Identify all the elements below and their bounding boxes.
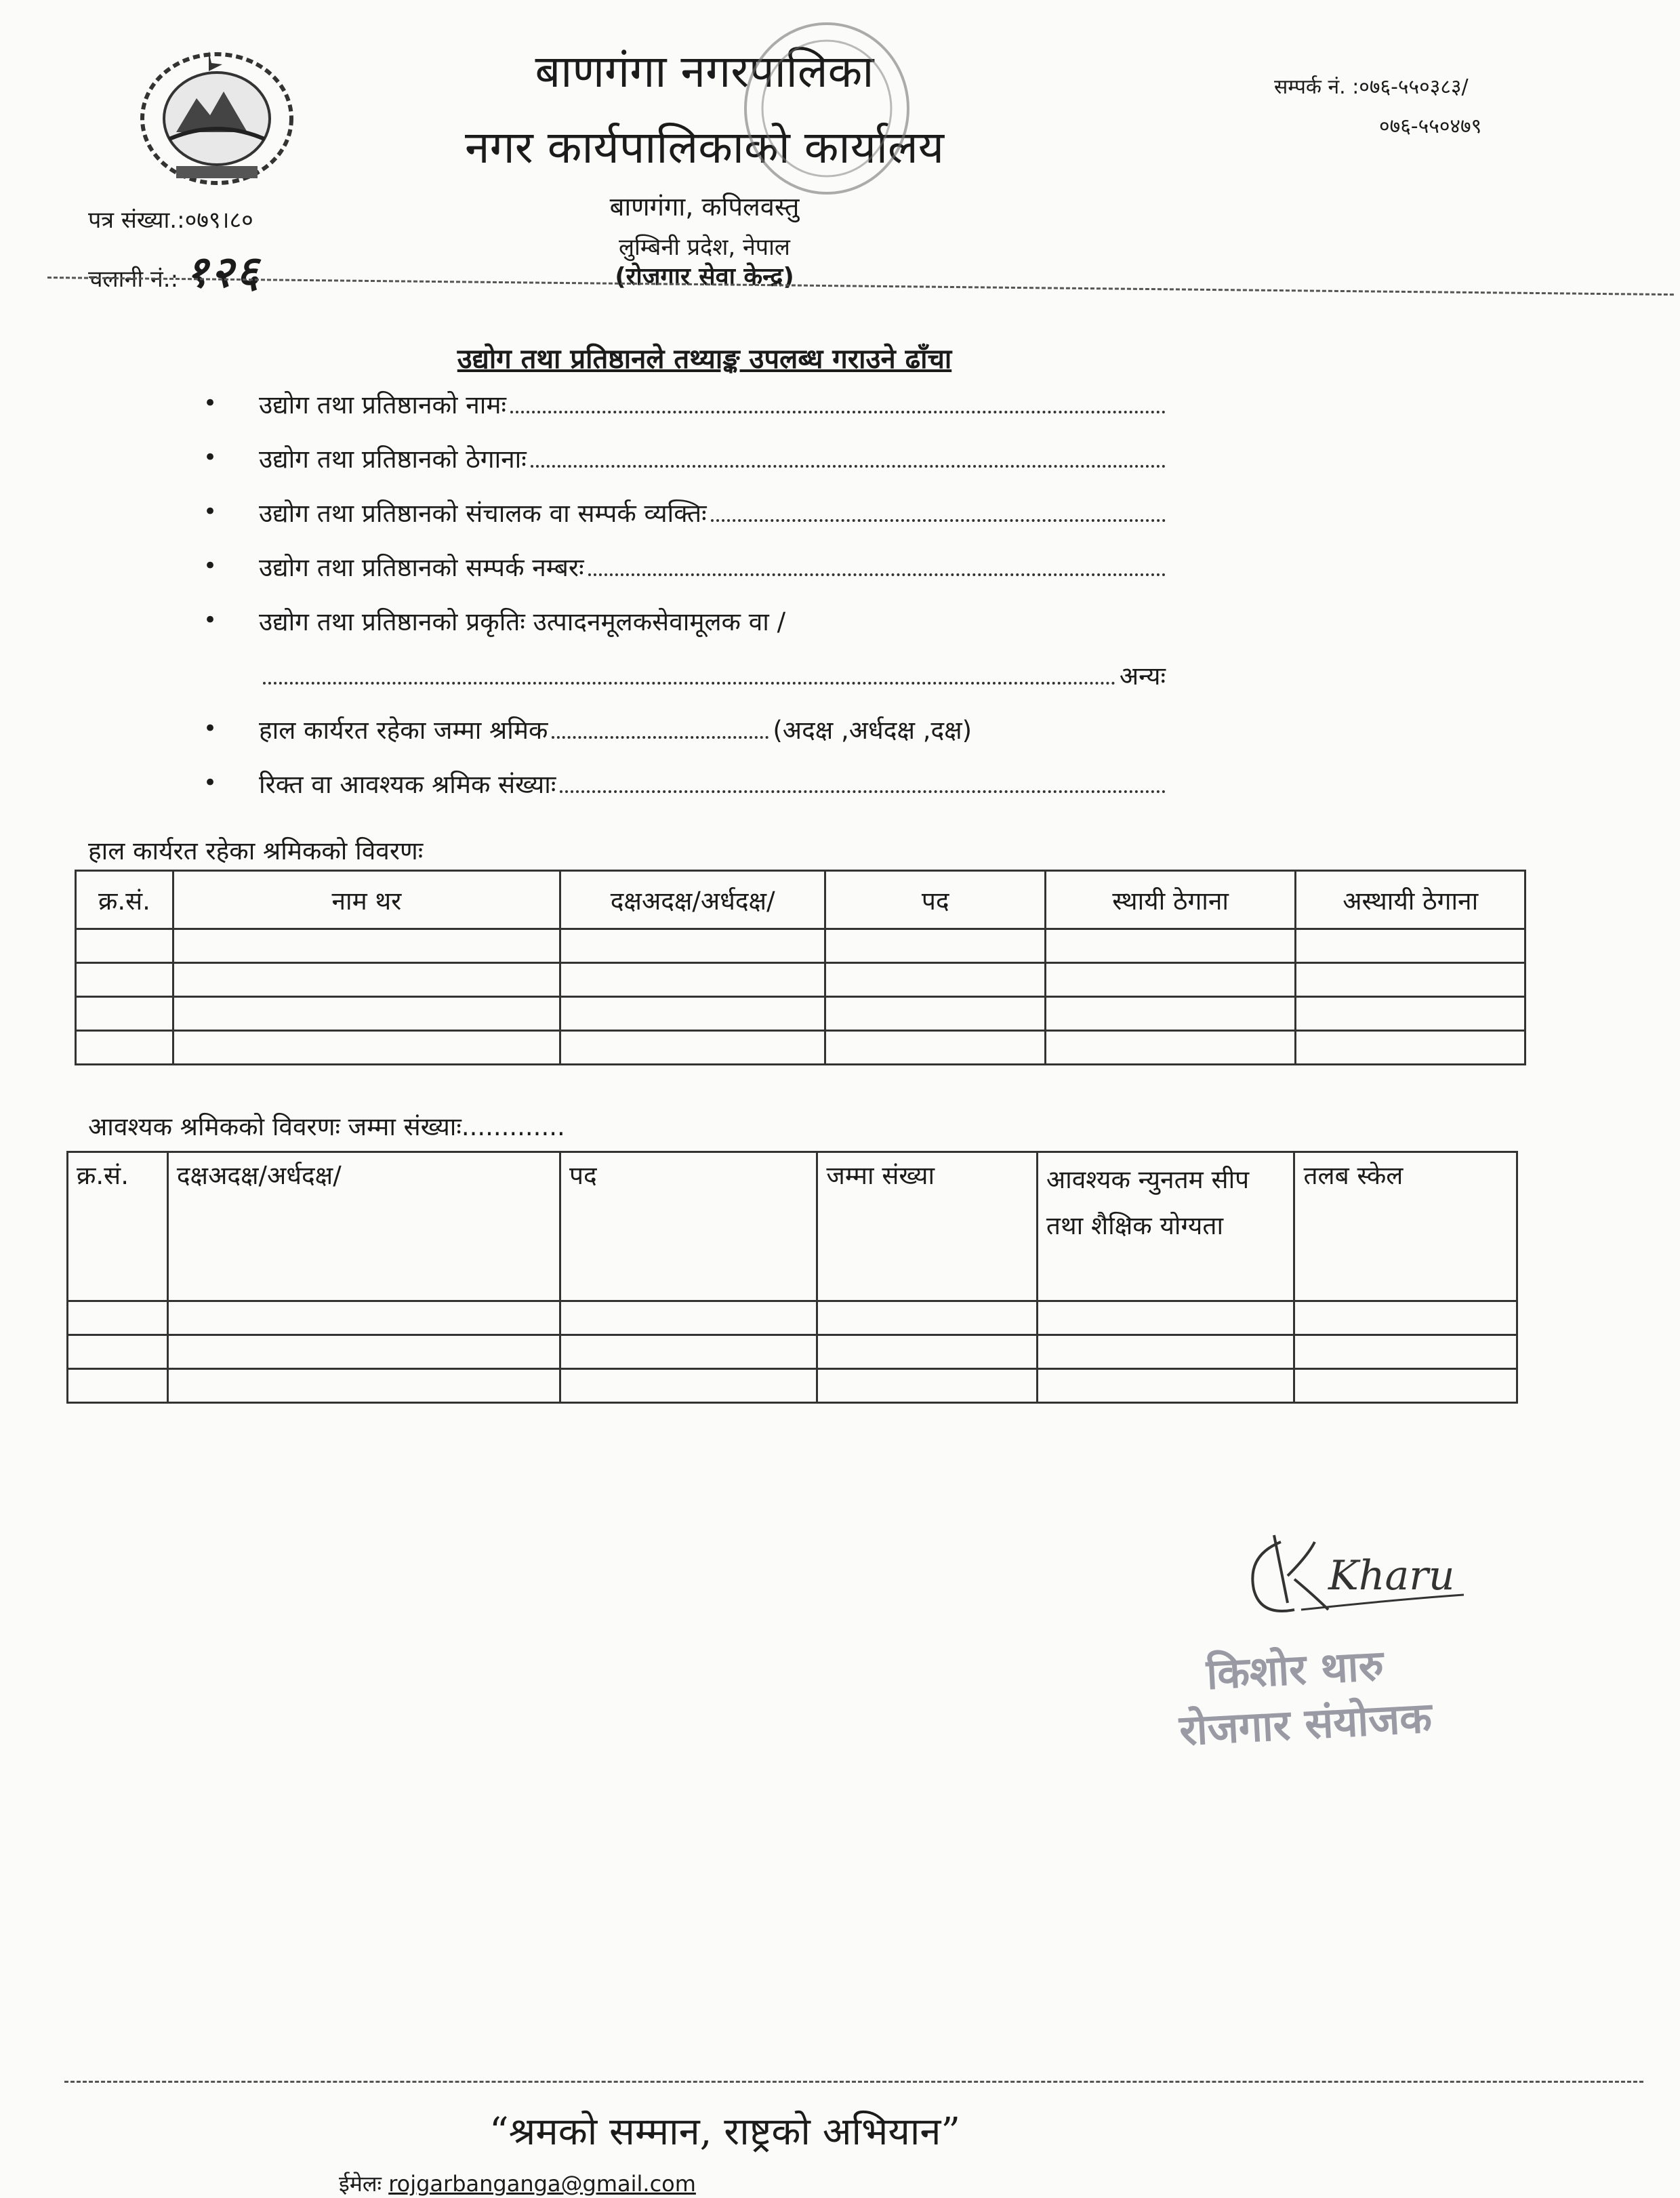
bullet-icon: • bbox=[203, 607, 218, 634]
field-label: उद्योग तथा प्रतिष्ठानको सम्पर्क नम्बरः bbox=[259, 552, 584, 582]
field-contact-person bbox=[203, 485, 1166, 539]
field-label: अन्यः bbox=[1119, 661, 1166, 691]
signature-image bbox=[1193, 1515, 1545, 1637]
signatory-designation: रोजगार संयोजक bbox=[1178, 1692, 1433, 1755]
table-row bbox=[76, 997, 1525, 1031]
field-nature-other bbox=[203, 647, 1166, 701]
bullet-icon: • bbox=[203, 498, 218, 525]
form-fields bbox=[203, 376, 1166, 810]
field-name bbox=[203, 376, 1166, 430]
office-name: नगर कार्यपालिकाको कार्यालय bbox=[465, 121, 944, 174]
fill-line bbox=[531, 447, 1166, 468]
patra-sankhya bbox=[88, 203, 253, 235]
chalani-number bbox=[88, 241, 262, 300]
field-label: रिक्त वा आवश्यक श्रमिक संख्याः bbox=[259, 769, 556, 799]
fill-line bbox=[510, 393, 1166, 413]
signature-text: Kharu bbox=[1328, 1552, 1455, 1600]
chalani-label: चलानी नं.: bbox=[88, 266, 179, 293]
col-header: नाम थर bbox=[173, 871, 560, 929]
col-header: जम्मा संख्या bbox=[817, 1152, 1038, 1301]
col-header: पद bbox=[825, 871, 1045, 929]
field-vacancy bbox=[203, 756, 1166, 810]
footer-slogan: “श्रमको सम्मान, राष्ट्रको अभियान” bbox=[489, 2110, 961, 2154]
table-row bbox=[68, 1301, 1517, 1335]
email-address: rojgarbanganga@gmail.com bbox=[388, 2171, 696, 2197]
office-stamp-icon bbox=[739, 17, 915, 200]
table-row bbox=[76, 1031, 1525, 1065]
field-nature bbox=[203, 593, 1166, 647]
current-workers-table bbox=[75, 870, 1526, 1065]
field-current-workers bbox=[203, 701, 1166, 756]
col-header: आवश्यक न्युनतम सीप तथा शैक्षिक योग्यता bbox=[1037, 1152, 1294, 1301]
office-department: (रोजगार सेवा केन्द्र) bbox=[615, 263, 794, 291]
col-header: क्र.सं. bbox=[68, 1152, 168, 1301]
table-row bbox=[68, 1335, 1517, 1369]
table2-label: आवश्यक श्रमिकको विवरणः जम्मा संख्याः............. bbox=[88, 1112, 565, 1141]
field-label: उद्योग तथा प्रतिष्ठानको नामः bbox=[259, 390, 506, 420]
table-row bbox=[76, 963, 1525, 997]
email-label: ईमेलः bbox=[339, 2171, 382, 2197]
fill-line bbox=[588, 556, 1166, 576]
col-header: अस्थायी ठेगाना bbox=[1296, 871, 1525, 929]
field-label: हाल कार्यरत रहेका जम्मा श्रमिक bbox=[259, 715, 548, 745]
required-workers-table bbox=[66, 1151, 1518, 1404]
footer-email bbox=[339, 2169, 696, 2198]
contact-numbers bbox=[1274, 68, 1481, 146]
fill-line bbox=[560, 773, 1166, 793]
fill-line bbox=[552, 718, 769, 739]
field-label: उद्योग तथा प्रतिष्ठानको ठेगानाः bbox=[259, 444, 527, 474]
office-province: लुम्बिनी प्रदेश, नेपाल bbox=[619, 234, 790, 261]
footer-divider bbox=[64, 2081, 1643, 2083]
table1-label: हाल कार्यरत रहेका श्रमिकको विवरणः bbox=[88, 836, 424, 866]
patra-value: ०७९।८० bbox=[184, 207, 253, 234]
bullet-icon: • bbox=[203, 715, 218, 742]
table-header-row bbox=[68, 1152, 1517, 1301]
col-header: स्थायी ठेगाना bbox=[1045, 871, 1295, 929]
form-title: उद्योग तथा प्रतिष्ठानले तथ्याङ्क उपलब्ध गराउने ढाँचा bbox=[457, 344, 952, 375]
table-row bbox=[68, 1369, 1517, 1403]
field-suffix: (अदक्ष ,अर्धदक्ष ,दक्ष) bbox=[773, 715, 972, 745]
chalani-value: १२६ bbox=[185, 247, 262, 298]
col-header: क्र.सं. bbox=[76, 871, 173, 929]
fill-line bbox=[263, 664, 1115, 685]
col-header: तलब स्केल bbox=[1294, 1152, 1517, 1301]
field-label: उद्योग तथा प्रतिष्ठानको प्रकृतिः उत्पादनमूलकसेवामूलक वा / bbox=[259, 607, 786, 636]
patra-label: पत्र संख्या.: bbox=[88, 207, 185, 234]
municipality-name: बाणगंगा नगरपालिका bbox=[535, 45, 874, 98]
col-header: पद bbox=[560, 1152, 817, 1301]
bullet-icon: • bbox=[203, 552, 218, 579]
col-header: दक्षअदक्ष/अर्धदक्ष/ bbox=[167, 1152, 560, 1301]
table-header-row bbox=[76, 871, 1525, 929]
field-address bbox=[203, 430, 1166, 485]
bullet-icon: • bbox=[203, 444, 218, 471]
bullet-icon: • bbox=[203, 390, 218, 417]
bullet-icon: • bbox=[203, 769, 218, 796]
contact-number-2: ०७६-५५०४७९ bbox=[1379, 115, 1482, 138]
field-contact-number bbox=[203, 539, 1166, 593]
col-header: दक्षअदक्ष/अर्धदक्ष/ bbox=[560, 871, 825, 929]
signatory-name: किशोर थारु bbox=[1205, 1640, 1385, 1699]
office-location: बाणगंगा, कपिलवस्तु bbox=[609, 192, 800, 222]
fill-line bbox=[711, 502, 1166, 522]
contact-number-1: ०७६-५५०३८३/ bbox=[1359, 75, 1469, 99]
contact-label: सम्पर्क नं. : bbox=[1274, 75, 1359, 99]
table-row bbox=[76, 929, 1525, 963]
field-label: उद्योग तथा प्रतिष्ठानको संचालक वा सम्पर्क व्यक्तिः bbox=[259, 498, 707, 528]
